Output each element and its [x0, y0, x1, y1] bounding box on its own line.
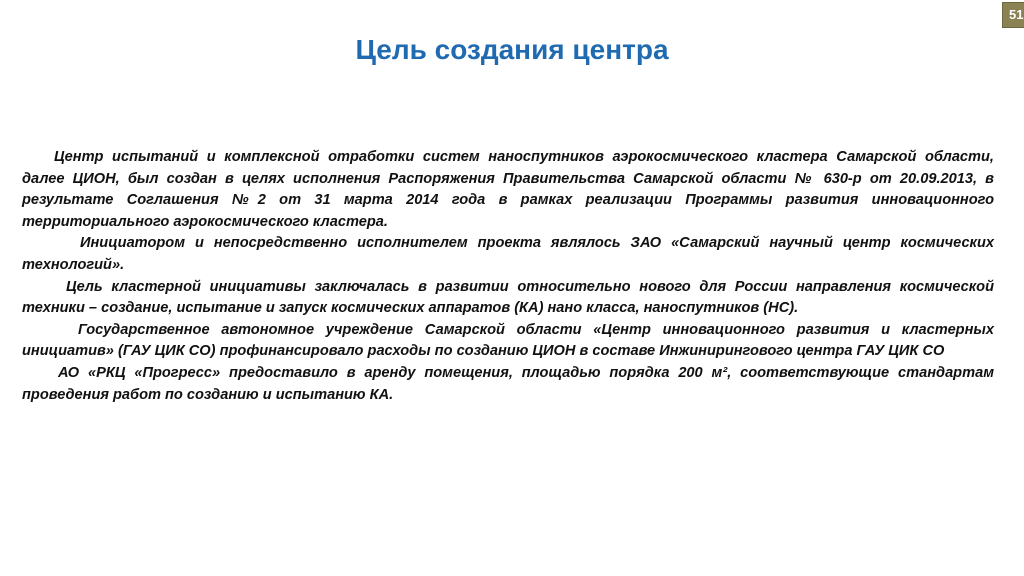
paragraph-premises: АО «РКЦ «Прогресс» предоставило в аренду помещения, площадью порядка 200 м², соответствующие стандартам проведения работ по созданию и испытанию КА.: [22, 364, 994, 403]
paragraph-funding: Государственное автономное учреждение Самарской области «Центр инновационного развития и кластерных инициатив» (ГАУ ЦИК СО) профинансировало расходы по созданию ЦИОН в составе Инжинирингового центра ГАУ ЦИК СО: [22, 321, 994, 360]
paragraph-cion-creation: Центр испытаний и комплексной отработки систем наноспутников аэрокосмического кластера Самарской области, далее ЦИОН, был создан в целях исполнения Распоряжения Правительства Самарской области № 630-р от 20.09.2013, в результате Соглашения №2 от 31 марта 2014 года в рамках реализации Программы развития инновационного территориального аэрокосмического кластера.: [22, 149, 994, 230]
page-title: Цель создания центра: [355, 34, 669, 65]
slide-body: [22, 147, 994, 406]
paragraph-initiator: Инициатором и непосредственно исполнителем проекта являлось ЗАО «Самарский научный центр космических технологий».: [22, 235, 994, 273]
page-number-badge: 51: [1002, 2, 1024, 28]
paragraph-cluster-goal: Цель кластерной инициативы заключалась в развитии относительно нового для России направления космической техники – создание, испытание и запуск космических аппаратов (КА) нано класса, наноспутников (НС).: [22, 278, 994, 317]
